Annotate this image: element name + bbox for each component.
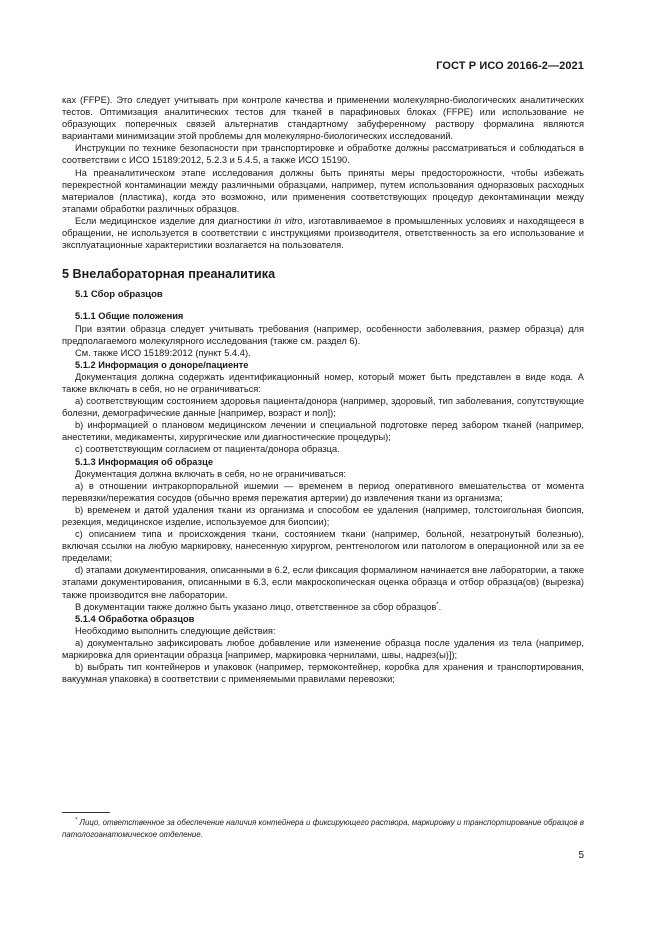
paragraph: На преаналитическом этапе исследования должны быть приняты меры предосторожности, чтобы избежать перекрестной контаминации между различными образцами, например, путем использования одноразовых расходных материалов (пластика), когда это возможно, или применения соответствующих процедур деконтаминации между этапами обработки различных образцов. xyxy=(62,167,584,214)
document-body xyxy=(62,94,584,685)
clause-heading: 5.1.2 Информация о доноре/пациенте xyxy=(75,359,249,370)
footnote-reference[interactable]: * xyxy=(436,601,439,608)
clause-heading: 5.1.1 Общие положения xyxy=(75,311,184,322)
paragraph: Необходимо выполнить следующие действия: xyxy=(75,625,276,636)
paragraph: См. также ИСО 15189:2012 (пункт 5.4.4). xyxy=(75,347,251,358)
paragraph: Документация должна включать в себя, но не ограничиваться: xyxy=(75,468,346,479)
list-item: a) соответствующим состоянием здоровья пациента/донора (например, здоровый, тип заболевания, сопутствующие болезни, демографические данные [например, возраст и пол]); xyxy=(62,396,584,419)
footnote-mark: * xyxy=(75,817,78,824)
list-item: c) соответствующим согласием от пациента/донора образца. xyxy=(75,444,340,455)
paragraph: В документации также должно быть указано лицо, ответственное за сбор образцов*. xyxy=(75,601,442,612)
list-item: b) временем и датой удаления ткани из организма и способом ее удаления (например, толстоигольная биопсия, резекция, медицинское изделие, используемое для биопсии); xyxy=(62,504,584,527)
paragraph: ках (FFPE). Это следует учитывать при контроле качества и применении молекулярно-биологических аналитических тестов. Оптимизация аналитических тестов для тканей в парафиновых блоках (FFPE) или использование не образующих поперечных связей альтернатив стандартному забуференному раствору формалина являются вариантами минимизации этой проблемы для молекулярно-биологических исследований. xyxy=(62,95,584,142)
italic-term: in vitro xyxy=(274,215,303,226)
list-item: d) этапами документирования, описанными в 6.2, если фиксация формалином начинается вне лаборатории, а также этапами документирования, описанными в 6.3, если макроскопическая оценка образца и отбор образца(ов) (вырезка) также производится вне лаборатории. xyxy=(62,565,584,600)
paragraph: Документация должна содержать идентификационный номер, который может быть представлен в виде кода. А также включать в себя, но не ограничиваться: xyxy=(62,371,584,394)
clause-heading: 5.1.3 Информация об образце xyxy=(75,456,214,467)
footnote: * Лицо, ответственное за обеспечение наличия контейнера и фиксирующего раствора, маркировку и транспортирование образцов в патологоанатомическое отделение. xyxy=(62,817,584,839)
list-item: b) информацией о плановом медицинском лечении и специальной подготовке перед забором тканей (например, анестетики, медикаменты, хирургические или диагностические процедуры); xyxy=(62,420,584,443)
paragraph: Инструкции по технике безопасности при транспортировке и обработке должны рассматриваться и соблюдаться в соответствии с ИСО 15189:2012, 5.2.3 и 5.4.5, а также ИСО 15190. xyxy=(62,143,584,166)
clause-heading: 5.1.4 Обработка образцов xyxy=(75,613,195,624)
list-item: b) выбрать тип контейнеров и упаковок (например, термоконтейнер, коробка для хранения и транспортирования, вакуумная упаковка) в соответствии с применяемыми правилами перевозки; xyxy=(62,662,584,685)
document-header: ГОСТ Р ИСО 20166-2—2021 xyxy=(436,60,584,72)
paragraph: При взятии образца следует учитывать требования (например, особенности заболевания, размер образца) для предполагаемого молекулярного исследования (также см. раздел 6). xyxy=(62,323,584,346)
section-heading: 5 Внелабораторная преаналитика xyxy=(62,267,276,282)
footnote-divider xyxy=(62,812,110,813)
page-number: 5 xyxy=(578,850,584,861)
document-page xyxy=(62,0,584,935)
paragraph-ivd: Если медицинское изделие для диагностики in vitro, изготавливаемое в промышленных условиях и находящееся в обращении, не используется в соответствии с инструкциями производителя, ответственность за его использование и эксплуатационные характеристики возлагается на пользователя. xyxy=(62,215,585,251)
list-item: а) документально зафиксировать любое добавление или изменение образца после удаления из тела (например, маркировка для ориентации образца [например, маркировка чернилами, швы, надрез(ы)]); xyxy=(62,637,584,661)
list-item: c) описанием типа и происхождения ткани, состоянием ткани (например, больной, незатронутый болезнью), включая ссылки на любую маркировку, нанесенную хирургом, рентгенологом или патологом в операционной или за ее пределами; xyxy=(62,529,584,564)
subsection-heading: 5.1 Сбор образцов xyxy=(75,289,163,301)
list-item: а) в отношении интракорпоральной ишемии — временем в период оперативного вмешательства от момента перевязки/пережатия сосудов (обычно время пережатия артерии) до извлечения ткани из организма; xyxy=(62,480,584,503)
